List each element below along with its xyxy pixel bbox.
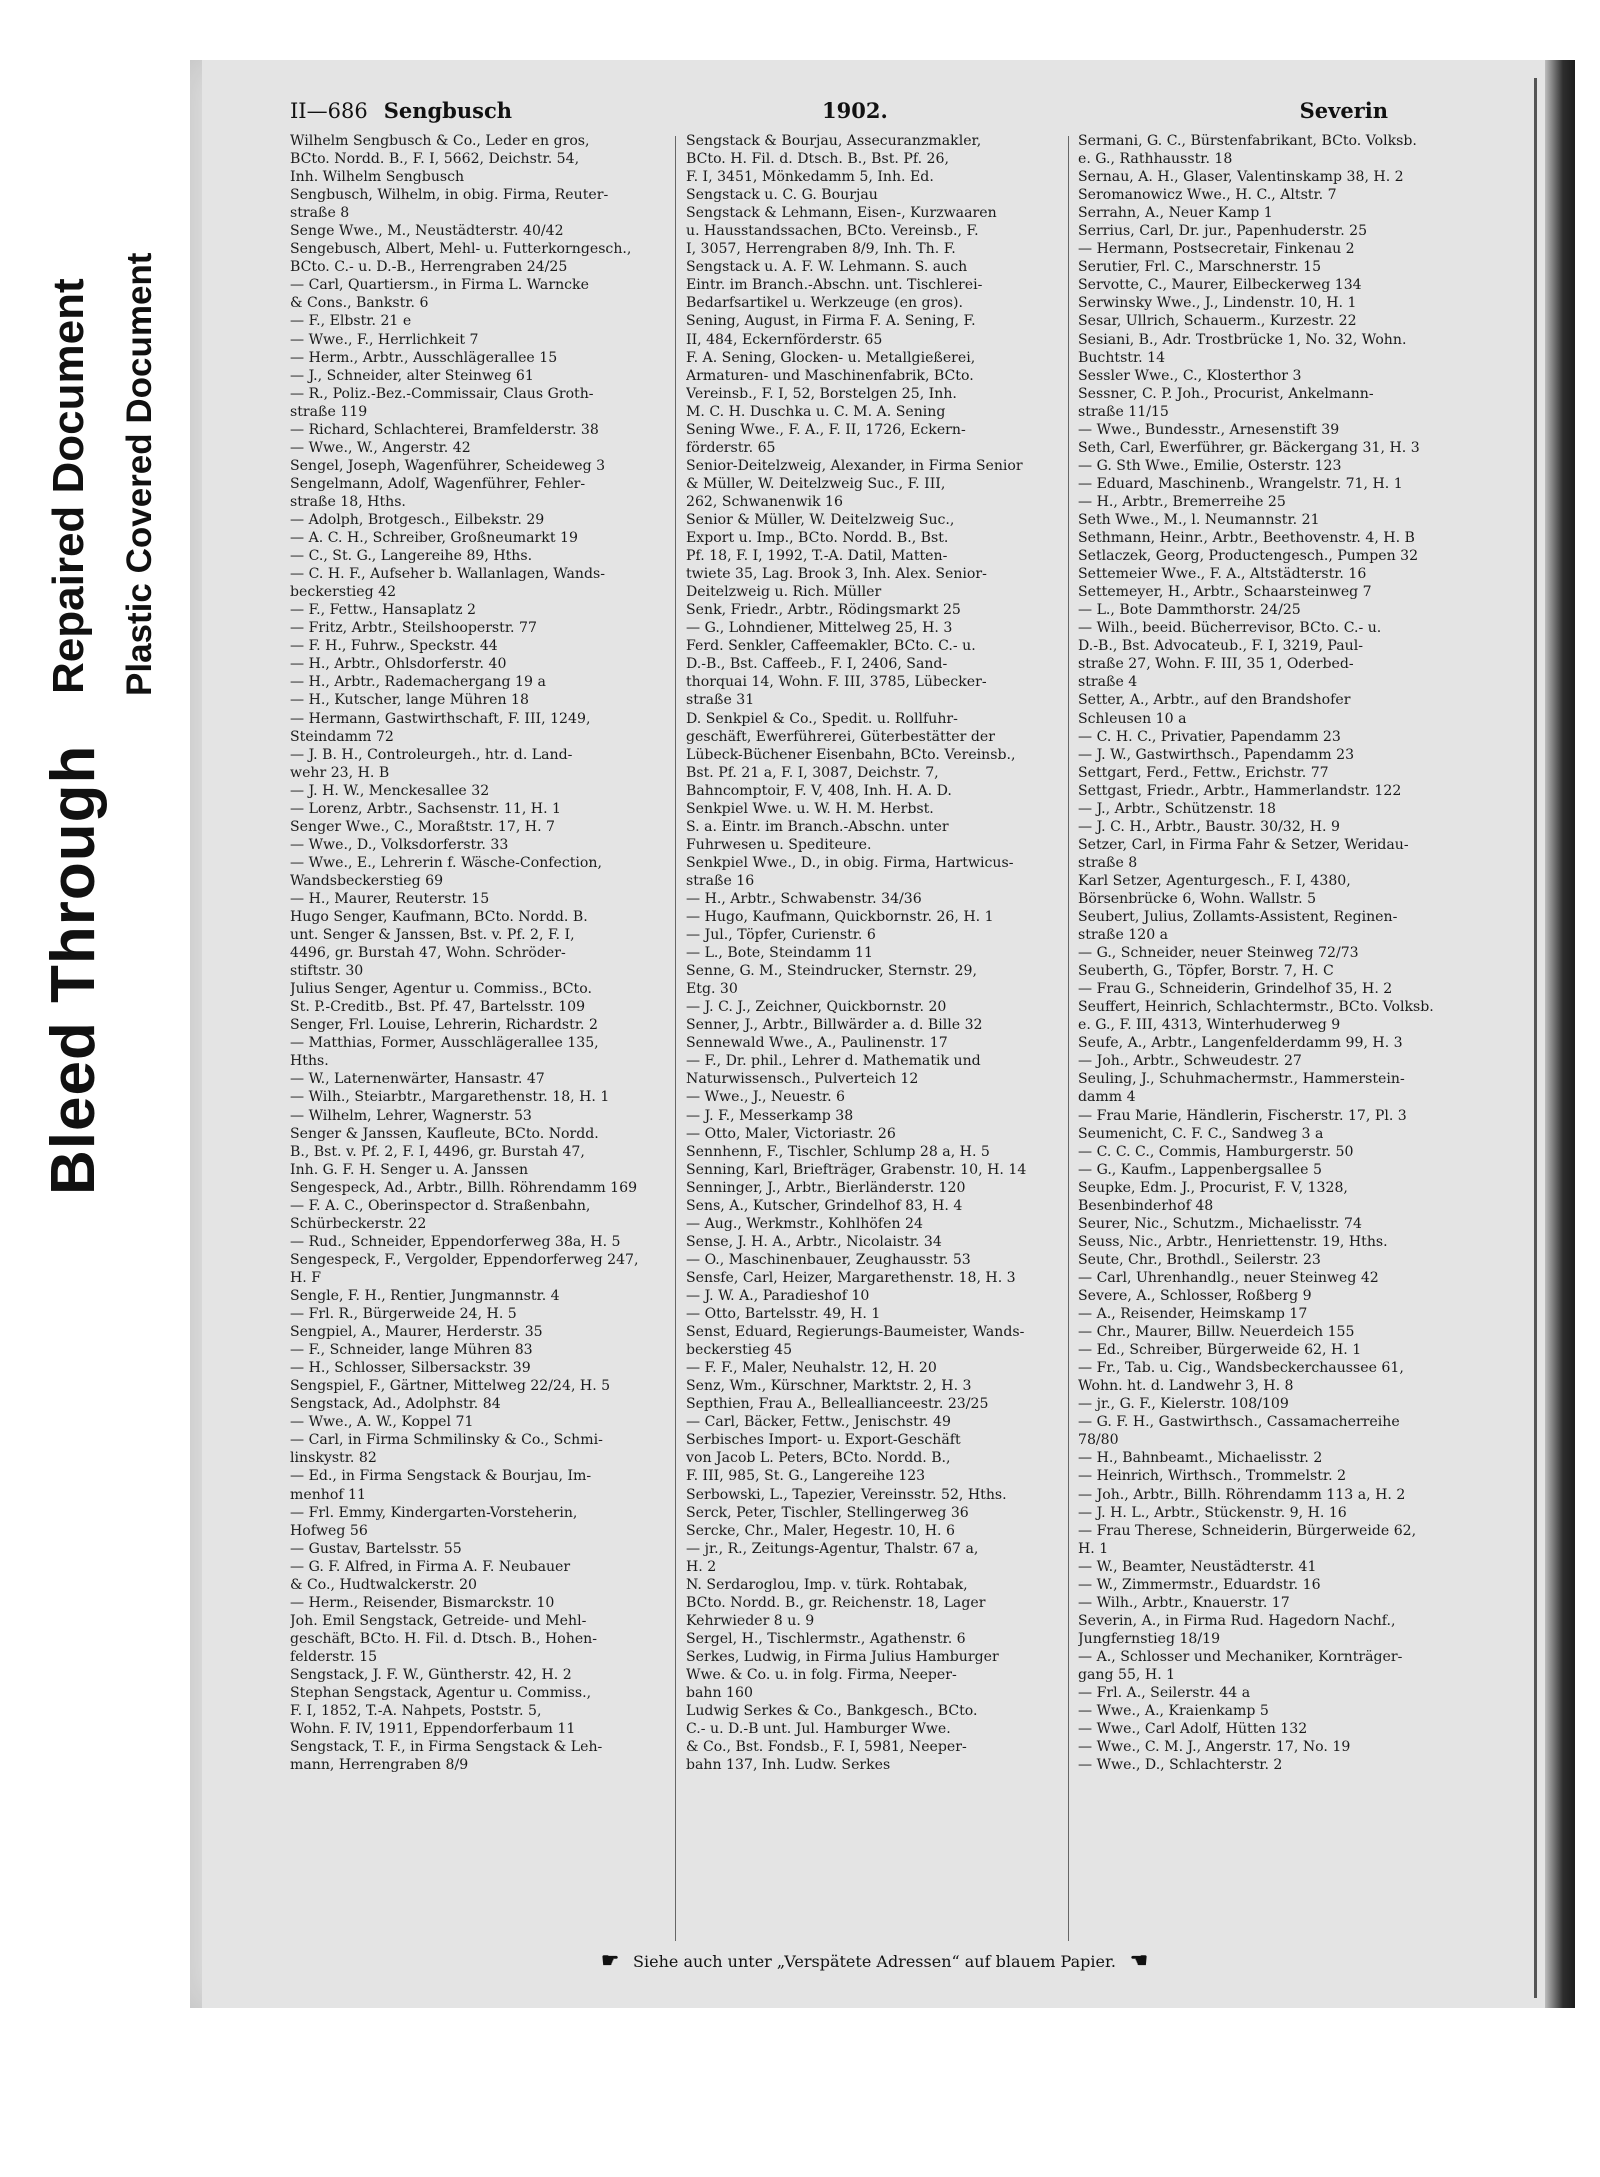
directory-entry-line: Etg. 30 <box>686 981 738 998</box>
directory-entry-line: Seuss, Nic., Arbtr., Henriettenstr. 19, Hths. <box>1078 1233 1388 1250</box>
directory-entry-line: — Otto, Bartelsstr. 49, H. 1 <box>686 1306 881 1323</box>
directory-entry-line: — Adolph, Brotgesch., Eilbekstr. 29 <box>290 511 545 528</box>
directory-entry-line: Sengstack & Bourjau, Assecuranzmakler, <box>686 133 982 149</box>
directory-entry-line: Steindamm 72 <box>290 728 394 745</box>
directory-entry-line: — Wwe., F., Herrlichkeit 7 <box>290 331 479 348</box>
page-footer-note <box>202 1948 1547 1972</box>
directory-entry-line: Eintr. im Branch.-Abschn. unt. Tischlerei- <box>686 277 983 294</box>
directory-entry-line: — J. F., Messerkamp 38 <box>686 1107 854 1124</box>
directory-entry-line: Hugo Senger, Kaufmann, BCto. Nordd. B. <box>290 909 588 926</box>
directory-entry-line: — jr., G. F., Kielerstr. 108/109 <box>1078 1396 1289 1413</box>
directory-entry-line: — Wwe., Carl Adolf, Hütten 132 <box>1078 1721 1308 1738</box>
directory-entry-line: Senkpiel Wwe. u. W. H. M. Herbst. <box>686 800 934 817</box>
directory-entry-line: Settemeier Wwe., F. A., Altstädterstr. 16 <box>1078 566 1367 583</box>
directory-entry-line: Settemeyer, H., Arbtr., Schaarsteinweg 7 <box>1078 584 1372 601</box>
directory-entry-line: — Wilh., Steiarbtr., Margarethenstr. 18, H. 1 <box>290 1089 610 1106</box>
directory-entry-line: Seubert, Julius, Zollamts-Assistent, Reginen- <box>1078 909 1398 926</box>
pointing-hand-left-icon: ☚ <box>1129 1948 1148 1972</box>
directory-entry-line: — J., Arbtr., Schützenstr. 18 <box>1078 800 1276 817</box>
directory-entry-line: Sensfe, Carl, Heizer, Margarethenstr. 18, H. 3 <box>686 1269 1016 1286</box>
directory-entry-line: Sengstack u. A. F. W. Lehmann. S. auch <box>686 259 968 276</box>
directory-entry-line: straße 4 <box>1078 674 1138 691</box>
directory-entry-line: S. a. Eintr. im Branch.-Abschn. unter <box>686 818 949 835</box>
directory-entry-line: Severe, A., Schlosser, Roßberg 9 <box>1078 1288 1312 1304</box>
directory-entry-line: Schürbeckerstr. 22 <box>290 1215 427 1232</box>
directory-entry-line: — Jul., Töpfer, Curienstr. 6 <box>686 927 876 944</box>
directory-entry-line: D.-B., Bst. Caffeeb., F. I, 2406, Sand- <box>686 656 948 673</box>
directory-entry-line: — Wwe., A. W., Koppel 71 <box>290 1414 474 1431</box>
directory-entry-line: & Cons., Bankstr. 6 <box>290 295 429 312</box>
directory-entry-line: — C. H. C., Privatier, Papendamm 23 <box>1078 728 1341 745</box>
directory-entry-line: Schleusen 10 a <box>1078 710 1187 727</box>
directory-entry-line: BCto. Nordd. B., gr. Reichenstr. 18, Lager <box>686 1594 986 1611</box>
directory-entry-line: Seth Wwe., M., l. Neumannstr. 21 <box>1078 511 1320 528</box>
directory-entry-line: — Wwe., C. M. J., Angerstr. 17, No. 19 <box>1078 1739 1351 1756</box>
directory-entry-line: straße 8 <box>1078 854 1138 871</box>
directory-entry-line: — F. F., Maler, Neuhalstr. 12, H. 20 <box>686 1360 937 1377</box>
directory-entry-line: Seuling, J., Schuhmachermstr., Hammerstein- <box>1078 1071 1405 1088</box>
directory-entry-line: Severin, A., in Firma Rud. Hagedorn Nachf., <box>1078 1612 1396 1629</box>
directory-entry-line: — Wwe., A., Kraienkamp 5 <box>1078 1703 1269 1720</box>
directory-entry-line: e. G., F. III, 4313, Winterhuderweg 9 <box>1078 1017 1341 1034</box>
directory-entry-line: Sengle, F. H., Rentier, Jungmannstr. 4 <box>290 1288 560 1304</box>
directory-entry-line: F. I, 1852, T.-A. Nahpets, Poststr. 5, <box>290 1703 542 1720</box>
directory-entry-line: Ferd. Senkler, Caffeemakler, BCto. C.- u. <box>686 638 976 655</box>
directory-entry-line: Setzer, Carl, in Firma Fahr & Setzer, Weridau- <box>1078 836 1409 853</box>
directory-entry-line: bahn 160 <box>686 1685 753 1702</box>
directory-entry-line: — L., Bote, Steindamm 11 <box>686 945 873 962</box>
directory-entry-line: — Frl. Emmy, Kindergarten-Vorsteherin, <box>290 1504 578 1521</box>
directory-entry-line: — Joh., Arbtr., Billh. Röhrendamm 113 a, H. 2 <box>1078 1486 1406 1503</box>
directory-entry-line: — Otto, Maler, Victoriastr. 26 <box>686 1125 896 1142</box>
directory-entry-line: — Chr., Maurer, Billw. Neuerdeich 155 <box>1078 1324 1355 1341</box>
directory-entry-line: I, 3057, Herrengraben 8/9, Inh. Th. F. <box>686 241 956 258</box>
directory-entry-line: — F. A. C., Oberinspector d. Straßenbahn, <box>290 1197 591 1214</box>
directory-entry-line: — Gustav, Bartelsstr. 55 <box>290 1540 462 1557</box>
directory-entry-line: H. 1 <box>1078 1540 1109 1557</box>
directory-entry-line: — Hugo, Kaufmann, Quickbornstr. 26, H. 1 <box>686 909 994 926</box>
directory-entry-line: Sessner, C. P. Joh., Procurist, Ankelmann- <box>1078 385 1374 402</box>
label-repaired-document: Repaired Document <box>44 278 93 694</box>
directory-entry-line: — Frl. A., Seilerstr. 44 a <box>1078 1685 1251 1702</box>
directory-entry-line: — Frl. R., Bürgerweide 24, H. 5 <box>290 1306 517 1323</box>
directory-entry-line: Sengel, Joseph, Wagenführer, Scheideweg 3 <box>290 457 606 474</box>
directory-entry-line: Senninger, J., Arbtr., Bierländerstr. 120 <box>686 1179 966 1196</box>
directory-entry-line: — Lorenz, Arbtr., Sachsenstr. 11, H. 1 <box>290 800 562 817</box>
directory-entry-line: — jr., R., Zeitungs-Agentur, Thalstr. 67 a, <box>686 1540 979 1557</box>
directory-entry-line: — Aug., Werkmstr., Kohlhöfen 24 <box>686 1215 923 1232</box>
directory-entry-line: — F., Elbstr. 21 e <box>290 313 412 330</box>
directory-entry-line: Hofweg 56 <box>290 1522 368 1539</box>
directory-entry-line: — Wilhelm, Lehrer, Wagnerstr. 53 <box>290 1107 532 1124</box>
directory-entry-line: Joh. Emil Sengstack, Getreide- und Mehl- <box>290 1612 587 1629</box>
directory-entry-line: geschäft, Ewerführerei, Güterbestätter der <box>686 728 995 745</box>
directory-entry-line: — G., Kaufm., Lappenbergsallee 5 <box>1078 1161 1322 1178</box>
directory-entry-line: Seuberth, G., Töpfer, Borstr. 7, H. C <box>1078 963 1334 980</box>
directory-entry-line: — F. H., Fuhrw., Speckstr. 44 <box>290 638 498 655</box>
directory-entry-line: Lübeck-Büchener Eisenbahn, BCto. Vereinsb., <box>686 746 1016 763</box>
pointing-hand-right-icon: ☛ <box>601 1948 620 1972</box>
directory-entry-line: Sengespeck, Ad., Arbtr., Billh. Röhrendamm 169 <box>290 1179 638 1196</box>
directory-entry-line: Sessler Wwe., C., Klosterthor 3 <box>1078 367 1302 384</box>
directory-entry-line: 262, Schwanenwik 16 <box>686 493 843 510</box>
directory-entry-line: bahn 137, Inh. Ludw. Serkes <box>686 1757 891 1774</box>
directory-entry-line: Naturwissensch., Pulverteich 12 <box>686 1071 919 1088</box>
directory-entry-line: Sesiani, B., Adr. Trostbrücke 1, No. 32, Wohn. <box>1078 331 1407 348</box>
directory-entry-line: — A. C. H., Schreiber, Großneumarkt 19 <box>290 530 578 547</box>
directory-entry-line: beckerstieg 42 <box>290 584 397 601</box>
directory-entry-line: Seth, Carl, Ewerführer, gr. Bäckergang 31, H. 3 <box>1078 439 1420 456</box>
directory-entry-line: — J. B. H., Controleurgeh., htr. d. Land- <box>290 746 573 763</box>
directory-column-right <box>1078 132 1446 1774</box>
directory-entry-line: — C., St. G., Langereihe 89, Hths. <box>290 548 533 565</box>
directory-entry-line: Stephan Sengstack, Agentur u. Commiss., <box>290 1685 592 1702</box>
directory-entry-line: geschäft, BCto. H. Fil. d. Dtsch. B., Hohen- <box>290 1630 598 1647</box>
directory-entry-line: — J. H. W., Menckesallee 32 <box>290 782 490 799</box>
directory-entry-line: — Ed., Schreiber, Bürgerweide 62, H. 1 <box>1078 1342 1362 1359</box>
directory-entry-line: Seupke, Edm. J., Procurist, F. V, 1328, <box>1078 1179 1348 1196</box>
directory-entry-line: — Carl, Quartiersm., in Firma L. Warncke <box>290 277 589 294</box>
header-year: 1902. <box>822 98 888 123</box>
directory-entry-line: — H., Arbtr., Rademachergang 19 a <box>290 674 546 691</box>
directory-entry-line: Senner, J., Arbtr., Billwärder a. d. Bille 32 <box>686 1017 983 1034</box>
directory-entry-line: — Wwe., D., Volksdorferstr. 33 <box>290 836 509 853</box>
directory-entry-line: straße 8 <box>290 205 350 222</box>
directory-entry-line: — Joh., Arbtr., Schweudestr. 27 <box>1078 1053 1302 1070</box>
directory-entry-line: straße 18, Hths. <box>290 493 406 510</box>
directory-entry-line: — Wilh., Arbtr., Knauerstr. 17 <box>1078 1594 1290 1611</box>
directory-entry-line: — Herm., Arbtr., Ausschlägerallee 15 <box>290 349 558 366</box>
column-divider <box>675 136 676 1941</box>
directory-entry-line: — J., Schneider, alter Steinweg 61 <box>290 367 534 384</box>
directory-entry-line: linskystr. 82 <box>290 1450 377 1467</box>
directory-entry-line: — R., Poliz.-Bez.-Commissair, Claus Groth- <box>290 385 594 402</box>
directory-entry-line: — Carl, Uhrenhandlg., neuer Steinweg 42 <box>1078 1269 1379 1286</box>
directory-entry-line: Wwe. & Co. u. in folg. Firma, Neeper- <box>686 1666 957 1683</box>
directory-entry-line: straße 120 a <box>1078 927 1169 944</box>
directory-entry-line: Sengespeck, F., Vergolder, Eppendorferweg 247, <box>290 1251 639 1268</box>
directory-entry-line: — Wwe., Bundesstr., Arnesenstift 39 <box>1078 421 1340 438</box>
directory-entry-line: — Herm., Reisender, Bismarckstr. 10 <box>290 1594 555 1611</box>
directory-entry-line: Sengstack, T. F., in Firma Sengstack & Leh- <box>290 1739 603 1756</box>
directory-entry-line: — J. H. L., Arbtr., Stückenstr. 9, H. 16 <box>1078 1504 1347 1521</box>
directory-entry-line: straße 31 <box>686 692 755 709</box>
column-divider <box>1068 136 1069 1941</box>
directory-entry-line: — Hermann, Postsecretair, Finkenau 2 <box>1078 241 1355 258</box>
directory-entry-line: — G., Lohndiener, Mittelweg 25, H. 3 <box>686 620 953 637</box>
directory-entry-line: — H., Arbtr., Bremerreihe 25 <box>1078 493 1286 510</box>
directory-entry-line: — Wwe., J., Neuestr. 6 <box>686 1089 846 1106</box>
directory-entry-line: Senger Wwe., C., Moraßtstr. 17, H. 7 <box>290 818 555 835</box>
directory-entry-line: Serutier, Frl. C., Marschnerstr. 15 <box>1078 259 1322 276</box>
directory-entry-line: Kehrwieder 8 u. 9 <box>686 1612 815 1629</box>
directory-entry-line: Senior & Müller, W. Deitelzweig Suc., <box>686 511 955 528</box>
directory-entry-line: — H., Schlosser, Silbersackstr. 39 <box>290 1360 531 1377</box>
directory-entry-line: — Frau G., Schneiderin, Grindelhof 35, H. 2 <box>1078 981 1393 998</box>
directory-entry-line: D.-B., Bst. Advocateub., F. I, 3219, Paul- <box>1078 638 1364 655</box>
directory-entry-line: Sergel, H., Tischlermstr., Agathenstr. 6 <box>686 1630 966 1647</box>
directory-entry-line: BCto. H. Fil. d. Dtsch. B., Bst. Pf. 26, <box>686 151 949 168</box>
directory-entry-line: Inh. Wilhelm Sengbusch <box>290 169 465 186</box>
directory-entry-line: — F., Fettw., Hansaplatz 2 <box>290 602 476 619</box>
directory-entry-line: Seuffert, Heinrich, Schlachtermstr., BCto. Volksb. <box>1078 999 1434 1016</box>
directory-page <box>202 60 1547 2008</box>
scanned-page <box>190 60 1575 2008</box>
directory-entry-line: — G. F. Alfred, in Firma A. F. Neubauer <box>290 1558 571 1575</box>
directory-entry-line: Seurer, Nic., Schutzm., Michaelisstr. 74 <box>1078 1215 1362 1232</box>
directory-entry-line: Export u. Imp., BCto. Nordd. B., Bst. <box>686 530 949 547</box>
directory-entry-line: — Richard, Schlachterei, Bramfelderstr. 38 <box>290 421 599 438</box>
directory-entry-line: — C. C. C., Commis, Hamburgerstr. 50 <box>1078 1143 1354 1160</box>
header-keyword-left: Sengbusch <box>383 98 512 123</box>
directory-entry-line: straße 11/15 <box>1078 403 1169 420</box>
directory-entry-line: Sesar, Ullrich, Schauerm., Kurzestr. 22 <box>1078 313 1357 330</box>
directory-entry-line: Setter, A., Arbtr., auf den Brandshofer <box>1078 692 1351 709</box>
directory-entry-line: Sengelmann, Adolf, Wagenführer, Fehler- <box>290 475 586 492</box>
directory-entry-line: Sengstack, J. F. W., Güntherstr. 42, H. 2 <box>290 1666 572 1683</box>
directory-entry-line: Senge Wwe., M., Neustädterstr. 40/42 <box>290 223 564 240</box>
directory-entry-line: — Frau Marie, Händlerin, Fischerstr. 17, Pl. 3 <box>1078 1107 1407 1124</box>
directory-entry-line: stiftstr. 30 <box>290 963 364 980</box>
directory-entry-line: — F., Dr. phil., Lehrer d. Mathematik und <box>686 1053 981 1070</box>
directory-entry-line: — H., Arbtr., Ohlsdorferstr. 40 <box>290 656 507 673</box>
header-keyword-right: Severin <box>1299 98 1388 123</box>
directory-entry-line: M. C. H. Duschka u. C. M. A. Sening <box>686 403 946 420</box>
directory-entry-line: — F., Schneider, lange Mühren 83 <box>290 1342 533 1359</box>
directory-entry-line: Seumenicht, C. F. C., Sandweg 3 a <box>1078 1125 1324 1142</box>
directory-column-middle <box>686 132 1054 1774</box>
directory-entry-line: u. Hausstandssachen, BCto. Vereinsb., F. <box>686 223 979 240</box>
directory-entry-line: twiete 35, Lag. Brook 3, Inh. Alex. Senior- <box>686 566 987 583</box>
directory-entry-line: Sengebusch, Albert, Mehl- u. Futterkorngesch., <box>290 241 632 258</box>
directory-entry-line: straße 119 <box>290 403 368 420</box>
directory-entry-line: — W., Zimmermstr., Eduardstr. 16 <box>1078 1576 1321 1593</box>
directory-entry-line: — Rud., Schneider, Eppendorferweg 38a, H. 5 <box>290 1233 621 1250</box>
directory-entry-line: Jungfernstieg 18/19 <box>1078 1630 1221 1647</box>
directory-column-left <box>290 132 658 1774</box>
page-edge-rule <box>1534 78 1537 1998</box>
directory-entry-line: straße 16 <box>686 872 755 889</box>
directory-entry-line: Serwinsky Wwe., J., Lindenstr. 10, H. 1 <box>1078 295 1357 312</box>
directory-entry-line: — Wwe., W., Angerstr. 42 <box>290 439 471 456</box>
directory-entry-line: Sennewald Wwe., A., Paulinenstr. 17 <box>686 1035 948 1052</box>
directory-entry-line: Senne, G. M., Steindrucker, Sternstr. 29, <box>686 963 977 980</box>
directory-entry-line: — Heinrich, Wirthsch., Trommelstr. 2 <box>1078 1468 1347 1485</box>
directory-entry-line: Setlaczek, Georg, Productengesch., Pumpen 32 <box>1078 548 1419 565</box>
directory-entry-line: Wandsbeckerstieg 69 <box>290 872 444 889</box>
directory-entry-line: Armaturen- und Maschinenfabrik, BCto. <box>686 367 974 384</box>
directory-entry-line: unt. Senger & Janssen, Bst. v. Pf. 2, F. I, <box>290 927 575 944</box>
directory-entry-line: Sening Wwe., F. A., F. II, 1726, Eckern- <box>686 421 966 438</box>
directory-entry-line: Karl Setzer, Agenturgesch., F. I, 4380, <box>1078 872 1351 889</box>
directory-entry-line: F. III, 985, St. G., Langereihe 123 <box>686 1468 926 1485</box>
directory-entry-line: Fuhrwesen u. Spediteure. <box>686 836 872 853</box>
directory-entry-line: Sengpiel, A., Maurer, Herderstr. 35 <box>290 1324 543 1341</box>
directory-entry-line: Settgast, Friedr., Arbtr., Hammerlandstr. 122 <box>1078 782 1402 799</box>
directory-entry-line: Sens, A., Kutscher, Grindelhof 83, H. 4 <box>686 1197 963 1214</box>
directory-entry-line: C.- u. D.-B unt. Jul. Hamburger Wwe. <box>686 1721 951 1738</box>
binding-shadow <box>1545 60 1575 2008</box>
directory-entry-line: Senz, Wm., Kürschner, Marktstr. 2, H. 3 <box>686 1378 972 1395</box>
directory-entry-line: felderstr. 15 <box>290 1648 378 1665</box>
directory-entry-line: Senning, Karl, Briefträger, Grabenstr. 10, H. 14 <box>686 1161 1027 1178</box>
footer-text: Siehe auch unter „Verspätete Adressen“ auf blauem Papier. <box>633 1952 1116 1971</box>
directory-entry-line: Serbisches Import- u. Export-Geschäft <box>686 1432 961 1449</box>
directory-entry-line: Senkpiel Wwe., D., in obig. Firma, Hartwicus- <box>686 854 1014 871</box>
directory-entry-line: H. F <box>290 1269 322 1286</box>
directory-entry-line: & Müller, W. Deitelzweig Suc., F. III, <box>686 475 946 492</box>
directory-entry-line: von Jacob L. Peters, BCto. Nordd. B., <box>686 1450 951 1467</box>
directory-entry-line: — G. F. H., Gastwirthsch., Cassamacherreihe <box>1078 1414 1400 1431</box>
header-left <box>290 98 512 123</box>
directory-entry-line: N. Serdaroglou, Imp. v. türk. Rohtabak, <box>686 1576 968 1593</box>
page-header <box>290 98 1390 128</box>
directory-entry-line: straße 27, Wohn. F. III, 35 1, Oderbed- <box>1078 656 1354 673</box>
directory-entry-line: Sense, J. H. A., Arbtr., Nicolaistr. 34 <box>686 1233 942 1250</box>
directory-entry-line: gang 55, H. 1 <box>1078 1666 1176 1683</box>
directory-entry-line: F. A. Sening, Glocken- u. Metallgießerei, <box>686 349 976 366</box>
directory-entry-line: Senior-Deitelzweig, Alexander, in Firma Senior <box>686 457 1023 474</box>
directory-entry-line: — W., Laternenwärter, Hansastr. 47 <box>290 1071 545 1088</box>
directory-entry-line: Servotte, C., Maurer, Eilbeckerweg 134 <box>1078 277 1362 294</box>
directory-entry-line: — J. W. A., Paradieshof 10 <box>686 1288 870 1304</box>
directory-entry-line: — Fritz, Arbtr., Steilshooperstr. 77 <box>290 620 537 637</box>
directory-entry-line: B., Bst. v. Pf. 2, F. I, 4496, gr. Burstah 47, <box>290 1143 585 1160</box>
directory-entry-line: & Co., Hudtwalckerstr. 20 <box>290 1576 478 1593</box>
directory-entry-line: Inh. G. F. H. Senger u. A. Janssen <box>290 1161 529 1178</box>
directory-entry-line: — Hermann, Gastwirthschaft, F. III, 1249, <box>290 710 591 727</box>
directory-entry-line: — Wilh., beeid. Bücherrevisor, BCto. C.- u. <box>1078 620 1382 637</box>
directory-entry-line: BCto. C.- u. D.-B., Herrengraben 24/25 <box>290 259 568 276</box>
directory-entry-line: Besenbinderhof 48 <box>1078 1197 1214 1214</box>
directory-entry-line: D. Senkpiel & Co., Spedit. u. Rollfuhr- <box>686 710 958 727</box>
directory-entry-line: — W., Beamter, Neustädterstr. 41 <box>1078 1558 1317 1575</box>
directory-entry-line: — G. Sth Wwe., Emilie, Osterstr. 123 <box>1078 457 1342 474</box>
directory-entry-line: thorquai 14, Wohn. F. III, 3785, Lübecker- <box>686 674 987 691</box>
directory-entry-line: — Matthias, Former, Ausschlägerallee 135, <box>290 1035 599 1052</box>
label-bleed-through: Bleed Through <box>39 744 108 1195</box>
directory-entry-line: Senger & Janssen, Kaufleute, BCto. Nordd. <box>290 1125 599 1142</box>
directory-entry-line: Hths. <box>290 1053 329 1070</box>
directory-entry-line: 78/80 <box>1078 1432 1119 1449</box>
directory-entry-line: Sernau, A. H., Glaser, Valentinskamp 38, H. 2 <box>1078 169 1404 186</box>
directory-entry-line: Sening, August, in Firma F. A. Sening, F. <box>686 313 976 330</box>
directory-entry-line: Sengstack & Lehmann, Eisen-, Kurzwaaren <box>686 205 997 222</box>
directory-entry-line: Serbowski, L., Tapezier, Vereinsstr. 52, Hths. <box>686 1486 1007 1503</box>
directory-entry-line: — Fr., Tab. u. Cig., Wandsbeckerchaussee 61, <box>1078 1360 1404 1377</box>
directory-entry-line: — H., Kutscher, lange Mühren 18 <box>290 692 529 709</box>
directory-entry-line: Pf. 18, F. I, 1992, T.-A. Datil, Matten- <box>686 548 948 565</box>
label-plastic-covered: Plastic Covered Document <box>120 252 159 696</box>
directory-entry-line: Wohn. ht. d. Landwehr 3, H. 8 <box>1078 1378 1294 1395</box>
directory-entry-line: — Carl, in Firma Schmilinsky & Co., Schmi- <box>290 1432 603 1449</box>
directory-entry-line: Ludwig Serkes & Co., Bankgesch., BCto. <box>686 1703 978 1720</box>
directory-entry-line: — Ed., in Firma Sengstack & Bourjau, Im- <box>290 1468 592 1485</box>
directory-entry-line: Seute, Chr., Brothdl., Seilerstr. 23 <box>1078 1251 1321 1268</box>
directory-entry-line: Bedarfsartikel u. Werkzeuge (en gros). <box>686 295 964 312</box>
directory-entry-line: — J. C. J., Zeichner, Quickbornstr. 20 <box>686 999 947 1016</box>
directory-entry-line: Wohn. F. IV, 1911, Eppendorferbaum 11 <box>290 1721 576 1738</box>
directory-entry-line: Seufe, A., Arbtr., Langenfelderdamm 99, H. 3 <box>1078 1035 1403 1052</box>
page-reference: II—686 <box>290 99 368 123</box>
directory-entry-line: — G., Schneider, neuer Steinweg 72/73 <box>1078 945 1359 962</box>
directory-entry-line: Sengbusch, Wilhelm, in obig. Firma, Reuter- <box>290 187 609 204</box>
directory-entry-line: BCto. Nordd. B., F. I, 5662, Deichstr. 54, <box>290 151 580 168</box>
directory-entry-line: Senk, Friedr., Arbtr., Rödingsmarkt 25 <box>686 602 961 619</box>
directory-entry-line: Serkes, Ludwig, in Firma Julius Hamburger <box>686 1648 999 1665</box>
directory-entry-line: wehr 23, H. B <box>290 764 390 781</box>
directory-entry-line: Sermani, G. C., Bürstenfabrikant, BCto. Volksb. <box>1078 133 1417 149</box>
directory-entry-line: — A., Schlosser und Mechaniker, Kornträger- <box>1078 1648 1403 1665</box>
directory-entry-line: Sengstack, Ad., Adolphstr. 84 <box>290 1396 501 1413</box>
directory-entry-line: 4496, gr. Burstah 47, Wohn. Schröder- <box>290 945 566 962</box>
directory-entry-line: Börsenbrücke 6, Wohn. Wallstr. 5 <box>1078 890 1317 907</box>
directory-entry-line: & Co., Bst. Fondsb., F. I, 5981, Neeper- <box>686 1739 967 1756</box>
directory-entry-line: Seromanowicz Wwe., H. C., Altstr. 7 <box>1078 187 1337 204</box>
directory-entry-line: Wilhelm Sengbusch & Co., Leder en gros, <box>290 133 590 149</box>
directory-entry-line: Sengstack u. C. G. Bourjau <box>686 187 878 204</box>
directory-entry-line: menhof 11 <box>290 1486 366 1503</box>
directory-entry-line: Settgart, Ferd., Fettw., Erichstr. 77 <box>1078 764 1329 781</box>
directory-entry-line: mann, Herrengraben 8/9 <box>290 1757 469 1774</box>
directory-entry-line: Sercke, Chr., Maler, Hegestr. 10, H. 6 <box>686 1522 955 1539</box>
directory-entry-line: Bahncomptoir, F. V, 408, Inh. H. A. D. <box>686 782 952 799</box>
directory-entry-line: — C. H. F., Aufseher b. Wallanlagen, Wands- <box>290 566 605 583</box>
directory-entry-line: — J. C. H., Arbtr., Baustr. 30/32, H. 9 <box>1078 818 1340 835</box>
directory-entry-line: Julius Senger, Agentur u. Commiss., BCto. <box>290 981 592 998</box>
directory-entry-line: Bst. Pf. 21 a, F. I, 3087, Deichstr. 7, <box>686 764 939 781</box>
directory-entry-line: Serck, Peter, Tischler, Stellingerweg 36 <box>686 1504 969 1521</box>
directory-entry-line: — O., Maschinenbauer, Zeughausstr. 53 <box>686 1251 971 1268</box>
directory-entry-line: damm 4 <box>1078 1089 1136 1106</box>
directory-entry-line: H. 2 <box>686 1558 717 1575</box>
directory-entry-line: e. G., Rathhausstr. 18 <box>1078 151 1233 168</box>
directory-entry-line: — Eduard, Maschinenb., Wrangelstr. 71, H. 1 <box>1078 475 1403 492</box>
directory-entry-line: — J. W., Gastwirthsch., Papendamm 23 <box>1078 746 1355 763</box>
directory-entry-line: — Carl, Bäcker, Fettw., Jenischstr. 49 <box>686 1414 951 1431</box>
directory-entry-line: — Wwe., D., Schlachterstr. 2 <box>1078 1757 1283 1774</box>
directory-entry-line: F. I, 3451, Mönkedamm 5, Inh. Ed. <box>686 169 934 186</box>
directory-entry-line: Deitelzweig u. Rich. Müller <box>686 584 882 601</box>
directory-entry-line: II, 484, Eckernförderstr. 65 <box>686 331 883 348</box>
directory-entry-line: St. P.-Creditb., Bst. Pf. 47, Bartelsstr. 109 <box>290 999 586 1016</box>
directory-entry-line: — H., Bahnbeamt., Michaelisstr. 2 <box>1078 1450 1323 1467</box>
directory-entry-line: beckerstieg 45 <box>686 1342 793 1359</box>
directory-entry-line: Senst, Eduard, Regierungs-Baumeister, Wands- <box>686 1324 1025 1341</box>
directory-entry-line: förderstr. 65 <box>686 439 776 456</box>
directory-entry-line: Senger, Frl. Louise, Lehrerin, Richardstr. 2 <box>290 1017 598 1034</box>
directory-entry-line: Sengspiel, F., Gärtner, Mittelweg 22/24, H. 5 <box>290 1378 611 1395</box>
directory-entry-line: Serrius, Carl, Dr. jur., Papenhuderstr. 25 <box>1078 223 1368 240</box>
directory-entry-line: Sennhenn, F., Tischler, Schlump 28 a, H. 5 <box>686 1143 990 1160</box>
directory-entry-line: Septhien, Frau A., Belleallianceestr. 23/25 <box>686 1396 989 1413</box>
directory-entry-line: — L., Bote Dammthorstr. 24/25 <box>1078 602 1301 619</box>
directory-entry-line: Buchtstr. 14 <box>1078 349 1166 366</box>
directory-entry-line: Serrahn, A., Neuer Kamp 1 <box>1078 205 1273 222</box>
directory-entry-line: — Frau Therese, Schneiderin, Bürgerweide 62, <box>1078 1522 1417 1539</box>
directory-entry-line: Sethmann, Heinr., Arbtr., Beethovenstr. 4, H. B <box>1078 530 1415 547</box>
directory-entry-line: — A., Reisender, Heimskamp 17 <box>1078 1306 1308 1323</box>
directory-entry-line: — Wwe., E., Lehrerin f. Wäsche-Confection, <box>290 854 602 871</box>
directory-entry-line: Vereinsb., F. I, 52, Borstelgen 25, Inh. <box>686 385 957 402</box>
directory-entry-line: — H., Maurer, Reuterstr. 15 <box>290 890 490 907</box>
directory-entry-line: — H., Arbtr., Schwabenstr. 34/36 <box>686 890 922 907</box>
